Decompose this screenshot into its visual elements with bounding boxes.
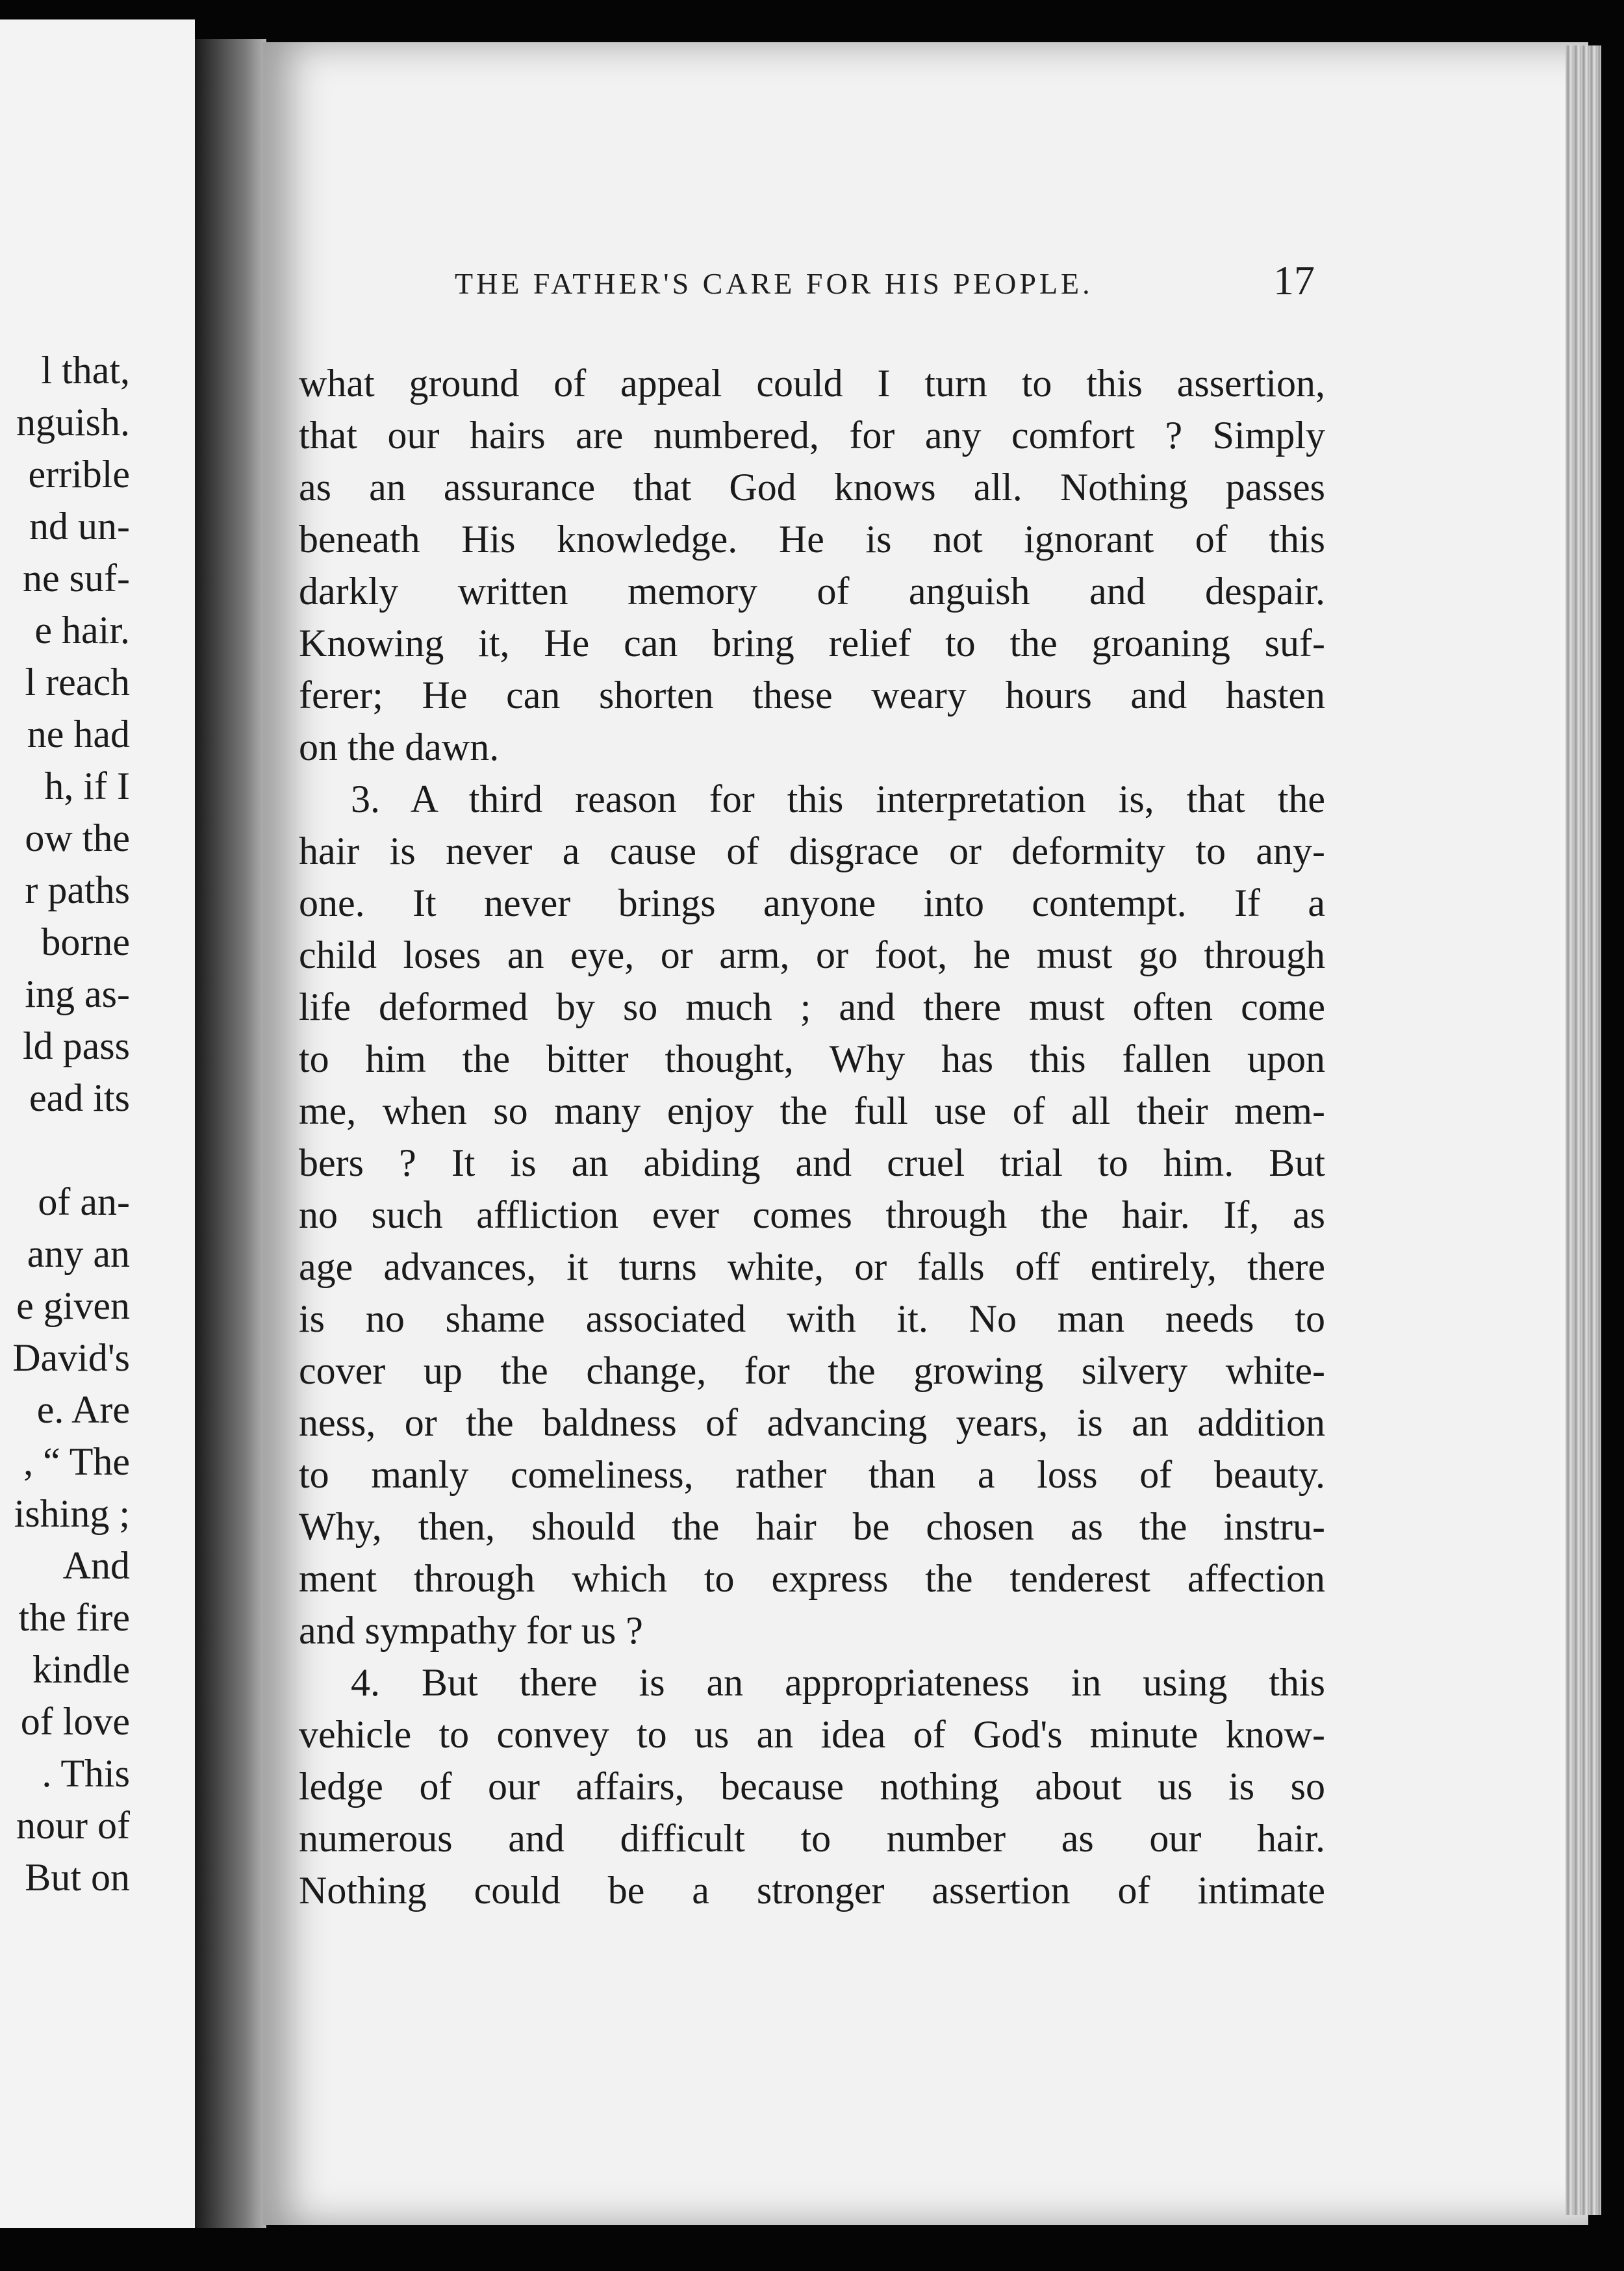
left-page-line: h, if I — [44, 765, 130, 807]
text-line: one. It never brings anyone into contempt. If a — [299, 882, 1325, 924]
text-line: numerous and difficult to number as our hair. — [299, 1817, 1325, 1860]
text-line: beneath His knowledge. He is not ignorant of this — [299, 518, 1325, 561]
left-page-line: But on — [25, 1856, 130, 1899]
left-page-line: of an- — [38, 1180, 130, 1223]
text-line: cover up the change, for the growing silvery white- — [299, 1349, 1325, 1392]
text-line: ment through which to express the tenderest affection — [299, 1557, 1325, 1600]
text-line: Why, then, should the hair be chosen as the instru- — [299, 1505, 1325, 1548]
left-page-line: nguish. — [16, 401, 130, 444]
text-line: to manly comeliness, rather than a loss of beauty. — [299, 1453, 1325, 1496]
left-page-line: e hair. — [34, 609, 130, 652]
text-line: age advances, it turns white, or falls off entirely, there — [299, 1245, 1325, 1288]
text-line: bers ? It is an abiding and cruel trial to him. But — [299, 1141, 1325, 1184]
left-page-line: e. Are — [36, 1388, 130, 1431]
left-page-line: ld pass — [23, 1024, 130, 1067]
text-line: and sympathy for us ? — [299, 1609, 643, 1652]
left-page-line: David's — [12, 1336, 130, 1379]
book-gutter — [195, 39, 266, 2228]
left-page-line: ne suf- — [23, 557, 130, 600]
left-page-line: r paths — [25, 869, 130, 911]
text-line: what ground of appeal could I turn to this assertion, — [299, 362, 1325, 405]
text-line: Nothing could be a stronger assertion of intimate — [299, 1869, 1325, 1912]
left-page-line: ishing ; — [14, 1492, 130, 1535]
text-line: ness, or the baldness of advancing years, is an addition — [299, 1401, 1325, 1444]
left-page-line: borne — [41, 920, 130, 963]
left-page-line: , “ The — [23, 1440, 130, 1483]
text-line: vehicle to convey to us an idea of God's minute know- — [299, 1713, 1325, 1756]
text-line: darkly written memory of anguish and despair. — [299, 570, 1325, 613]
text-line: child loses an eye, or arm, or foot, he must go through — [299, 933, 1325, 976]
text-line: no such affliction ever comes through the hair. If, as — [299, 1193, 1325, 1236]
left-page-line: nd un- — [29, 505, 130, 548]
text-line: Knowing it, He can bring relief to the groaning suf- — [299, 622, 1325, 665]
text-line: me, when so many enjoy the full use of all their mem- — [299, 1089, 1325, 1132]
text-line: 4. But there is an appropriateness in using this — [351, 1661, 1325, 1704]
running-head: THE FATHER'S CARE FOR HIS PEOPLE. — [455, 267, 1093, 300]
left-page-line: the fire — [18, 1596, 130, 1639]
text-line: life deformed by so much ; and there must often come — [299, 985, 1325, 1028]
page-edge — [1566, 45, 1601, 2215]
left-page-line: ow the — [25, 817, 130, 859]
left-page-line: l that, — [41, 349, 130, 392]
left-page-line: l reach — [25, 661, 130, 704]
text-line: ledge of our affairs, because nothing about us is so — [299, 1765, 1325, 1808]
text-line: 3. A third reason for this interpretation is, that the — [351, 778, 1325, 820]
left-page-line: ead its — [29, 1076, 130, 1119]
text-line: as an assurance that God knows all. Nothing passes — [299, 466, 1325, 509]
left-page-line: e given — [16, 1284, 130, 1327]
left-page-line: errible — [28, 453, 130, 496]
page-number: 17 — [1273, 257, 1315, 303]
text-line: to him the bitter thought, Why has this fallen upon — [299, 1037, 1325, 1080]
left-page-line: any an — [27, 1232, 130, 1275]
left-page-line: . This — [42, 1752, 130, 1795]
text-line: is no shame associated with it. No man needs to — [299, 1297, 1325, 1340]
left-page-line: ne had — [27, 713, 130, 755]
left-page — [0, 19, 195, 2228]
text-line: that our hairs are numbered, for any comfort ? Simply — [299, 414, 1325, 457]
text-line: ferer; He can shorten these weary hours and hasten — [299, 674, 1325, 717]
left-page-line: kindle — [32, 1648, 130, 1691]
left-page-line: nour of — [16, 1804, 130, 1847]
text-line: on the dawn. — [299, 726, 500, 768]
left-page-line: ing as- — [25, 972, 130, 1015]
text-line: hair is never a cause of disgrace or deformity to any- — [299, 830, 1325, 872]
left-page-line: And — [62, 1544, 130, 1587]
left-page-line: of love — [20, 1700, 130, 1743]
